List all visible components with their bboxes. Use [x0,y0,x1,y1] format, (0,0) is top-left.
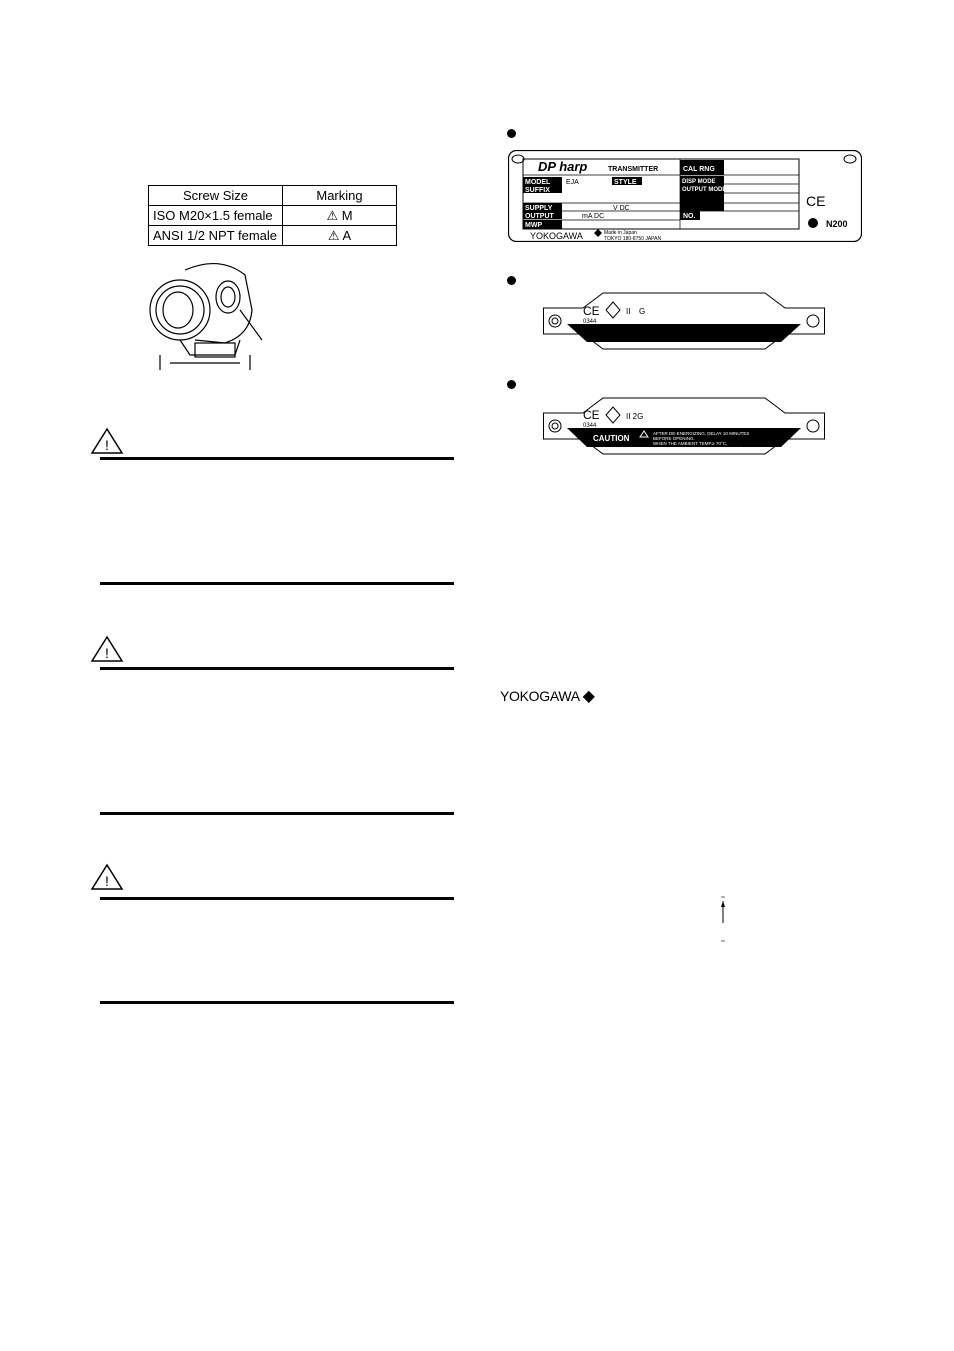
disp-mode-label: DISP MODE [682,179,716,185]
supply-unit: V DC [613,205,630,212]
diamond-icon: ◆ [582,688,595,705]
screw-size-cell: ANSI 1/2 NPT female [149,226,283,246]
caution-plate [543,397,825,455]
supply-label: SUPPLY [525,205,553,212]
atex-plate [543,292,825,350]
notified-body-code: 0344 [583,423,597,429]
marking-cell: ⚠ M [283,206,397,226]
screw-size-table [148,185,397,246]
ce-mark: CE [583,304,600,318]
svg-text:!: ! [105,437,109,453]
brand-logo: DP harp [538,159,588,174]
arrow-mark [718,895,728,945]
warning-bottom-rule [100,1001,454,1004]
warning-icon [90,427,124,455]
style-label: STYLE [614,179,637,186]
made-in-text: Made in Japan [604,230,637,236]
c-tick-icon [808,218,818,228]
warning-top-rule [100,897,454,900]
tokyo-text: TOKYO 180-8750 JAPAN [604,236,662,242]
warning-top-rule [100,457,454,460]
caution-label: CAUTION [593,434,630,443]
yokogawa-text: YOKOGAWA [530,231,583,241]
warning-bottom-rule [100,812,454,815]
category-g: G [639,307,646,316]
caution-line-1: AFTER DE-ENERGIZING, DELAY 10 MINUTES [653,431,750,436]
output-mode-label: OUTPUT MODE [682,187,727,193]
model-value: EJA [566,179,579,186]
table-row [149,226,397,246]
ce-mark: CE [583,408,600,422]
warning-top-rule [100,667,454,670]
warning-icon [90,635,124,663]
warning-icon: ⚠ [326,207,339,223]
header-marking: Marking [283,186,397,206]
notified-body-code: 0344 [583,319,597,325]
bullet [507,276,516,285]
svg-text:!: ! [105,645,109,661]
output-unit: mA DC [582,213,605,220]
no-label: NO. [683,213,696,220]
suffix-label: SUFFIX [525,187,550,194]
nameplate [508,150,862,242]
transmitter-illustration [140,255,270,370]
marking-cell: ⚠ A [283,226,397,246]
model-label: MODEL [525,179,551,186]
warning-icon [90,863,124,891]
ce-mark: CE [806,193,826,209]
output-label: OUTPUT [525,213,554,220]
bullet [507,129,516,138]
warning-icon: ⚠ [327,227,340,243]
table-row [149,206,397,226]
n200-mark: N200 [826,219,848,229]
screw-size-cell: ISO M20×1.5 female [149,206,283,226]
caution-line-2: BEFORE OPENING. [653,436,695,441]
yokogawa-logo: YOKOGAWA ◆ [500,688,595,705]
header-screw-size: Screw Size [149,186,283,206]
caution-line-3: WHEN THE AMBIENT TEMP.≥ 70°C, [653,441,728,446]
cal-rng-label: CAL RNG [683,166,715,173]
group-mark: II 2G [626,412,644,421]
bullet [507,380,516,389]
group-mark: II [626,307,631,316]
warning-bottom-rule [100,582,454,585]
mwp-label: MWP [525,222,543,229]
transmitter-label: TRANSMITTER [608,166,659,173]
svg-text:!: ! [105,873,109,889]
caution-line-4: USE THE HEAT-RESISTING CABLES ≥ 90°C. [653,446,747,451]
